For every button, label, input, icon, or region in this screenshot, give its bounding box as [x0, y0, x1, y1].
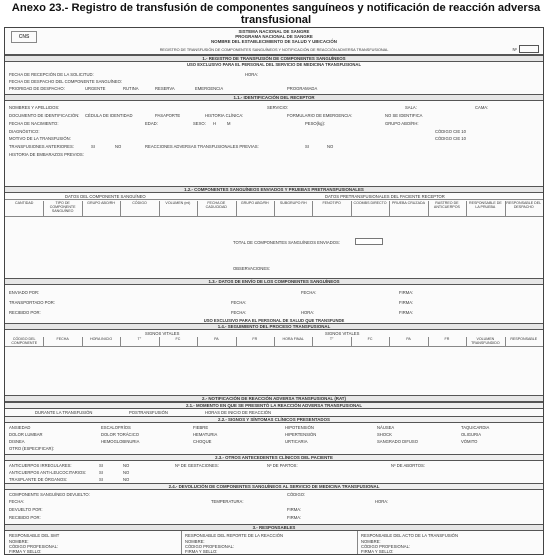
symptom-option[interactable]: DOLOR LUMBAR	[9, 432, 43, 437]
total-components-field[interactable]	[355, 238, 383, 245]
emergency-form-option[interactable]: FORMULARIO DE EMERGENCIA:	[287, 113, 353, 118]
form-header	[5, 28, 543, 55]
irregular-antibodies-yes[interactable]: SI	[99, 463, 103, 468]
table-1-4-col-11: FR	[444, 337, 450, 341]
priority-emergency[interactable]: EMERGENCIA	[195, 86, 224, 91]
table-1-2-col-divider	[351, 201, 352, 217]
symptom-option[interactable]: SANGRADO DIFUSO	[377, 439, 418, 444]
symptom-option[interactable]: DISNEA	[9, 439, 25, 444]
received-by-label: RECIBIDO POR:	[9, 310, 41, 315]
antileukocyte-antibodies-label: ANTICUERPOS ANTI-LEUCOCITARIOS:	[9, 470, 87, 475]
section-2-title: 2.- NOTIFICACIÓN DE REACCIÓN ADVERSA TRANSFUSIONAL (RAT)	[5, 395, 543, 402]
symptom-option[interactable]: HEMOGLOBINURIA	[101, 439, 140, 444]
clinical-history-option[interactable]: HISTORIA CLÍNICA:	[205, 113, 244, 118]
component-data-group-label: DATOS DEL COMPONENTE SANGUÍNEO	[65, 194, 146, 199]
section-1-3-title: 1.3.- DATOS DE ENVÍO DE LOS COMPONENTES SANGUÍNEOS	[5, 278, 543, 285]
table-1-2-col-divider	[505, 201, 506, 217]
request-time-label: HORA:	[245, 72, 259, 77]
vitals-end-group-label: SIGNOS VITALES	[325, 331, 360, 336]
table-1-4-col-8: T°	[329, 337, 334, 341]
report-responsible-label: RESPONSABLE DEL REPORTE DE LA REACCIÓN	[185, 533, 283, 538]
header-line2: PROGRAMA NACIONAL DE SANGRE	[235, 34, 313, 39]
bed-label: CAMA:	[475, 105, 489, 110]
section-2-1-title: 2.1.- MOMENTO EN QUE SE PRESENTÓ LA REACCIÓN ADVERSA TRANSFUSIONAL	[5, 402, 543, 409]
section-3-title: 3.- RESPONSABLES	[5, 524, 543, 531]
returned-date-label: FECHA:	[9, 499, 25, 504]
symptom-option[interactable]: SHOCK	[377, 432, 392, 437]
table-1-4-col-2: HORA INICIO	[89, 337, 113, 341]
table-1-4-header-bottom	[5, 346, 543, 347]
table-1-2-col-divider	[274, 201, 275, 217]
table-1-2-col-divider	[197, 201, 198, 217]
sex-label: SEXO:	[193, 121, 206, 126]
sent-date-label: FECHA:	[301, 290, 317, 295]
returned-temperature-label: TEMPERATURA:	[211, 499, 244, 504]
table-1-2-col-divider	[312, 201, 313, 217]
birth-date-label: FECHA DE NACIMIENTO:	[9, 121, 59, 126]
table-1-2-col-divider	[236, 201, 237, 217]
cie10-code-label-1: CÓDIGO CIE 10	[435, 129, 466, 134]
table-1-2-col-5: FECHA DE CADUCIDAD	[205, 201, 228, 209]
table-1-4-col-9: FC	[367, 337, 373, 341]
transfusion-name-label: NOMBRE:	[361, 539, 381, 544]
request-date-label: FECHA DE RECEPCIÓN DE LA SOLICITUD:	[9, 72, 94, 77]
table-1-2-col-divider	[159, 201, 160, 217]
returned-by-signature-label: FIRMA:	[287, 507, 302, 512]
sent-signature-label: FIRMA:	[399, 290, 414, 295]
during-transfusion-option[interactable]: DURANTE LA TRANSFUSIÓN	[35, 410, 93, 415]
previous-transfusions-yes[interactable]: SI	[91, 144, 95, 149]
symptom-option[interactable]: CHOQUE	[193, 439, 212, 444]
return-received-signature-label: FIRMA:	[287, 515, 302, 520]
priority-urgent[interactable]: URGENTE	[85, 86, 106, 91]
dispatch-date-label: FECHA DE DESPACHO DEL COMPONENTE SANGUÍNEO:	[9, 79, 123, 84]
smt-professional-code-label: CÓDIGO PROFESIONAL:	[9, 544, 59, 549]
antileukocyte-antibodies-yes[interactable]: SI	[99, 470, 103, 475]
table-1-2-col-2: GRUPO ABO/RH	[87, 201, 115, 205]
returned-code-label: CÓDIGO:	[287, 492, 306, 497]
table-1-2-col-1: TIPO DE COMPONENTE SANGUÍNEO	[49, 201, 76, 213]
section-1-1-title: 1.1.- IDENTIFICACIÓN DEL RECEPTOR	[5, 94, 543, 101]
symptom-option[interactable]: OLIGURIA	[461, 432, 482, 437]
table-1-4-col-4: FC	[175, 337, 181, 341]
transported-date-label: FECHA:	[231, 300, 247, 305]
table-1-2-col-4: VOLUMEN (ml)	[165, 201, 191, 205]
irregular-antibodies-no[interactable]: NO	[123, 463, 130, 468]
returned-time-label: HORA:	[375, 499, 389, 504]
table-1-2-col-9: COOMBS DIRECTO	[353, 201, 387, 205]
table-1-4-col-5: PA	[214, 337, 219, 341]
header-line4: REGISTRO DE TRANSFUSIÓN DE COMPONENTES SANGUÍNEOS Y NOTIFICACIÓN DE REACCIÓN ADVERSA TRANSFUSIONAL	[159, 48, 389, 52]
section-1-subtitle: USO EXCLUSIVO PARA EL PERSONAL DEL SERVICIO DE MEDICINA TRANSFUSIONAL	[186, 62, 362, 67]
table-1-2-col-3: CÓDIGO	[132, 201, 147, 205]
vitals-start-group-label: SIGNOS VITALES	[145, 331, 180, 336]
table-1-4-col-1: FECHA	[56, 337, 69, 341]
passport-option[interactable]: PASAPORTE	[155, 113, 181, 118]
symptom-option[interactable]: ANSIEDAD	[9, 425, 31, 430]
previous-transfusions-no[interactable]: NO	[115, 144, 122, 149]
header-line1: SISTEMA NACIONAL DE SANGRE	[238, 29, 310, 34]
symptom-option[interactable]: VÓMITO	[461, 439, 478, 444]
table-1-2-col-divider	[428, 201, 429, 217]
header-line3: NOMBRE DEL ESTABLECIMIENTO DE SALUD Y UBICACIÓN	[211, 39, 337, 44]
section-1-4-title: 1.4.- SEGUIMIENTO DEL PROCESO TRANSFUSIONAL	[5, 323, 543, 330]
previous-pregnancies-label: HISTORIA DE EMBARAZOS PREVIOS:	[9, 152, 84, 157]
id-card-option[interactable]: CÉDULA DE IDENTIDAD	[85, 113, 133, 118]
observations-label: OBSERVACIONES:	[233, 266, 271, 271]
antileukocyte-antibodies-no[interactable]: NO	[123, 470, 130, 475]
symptom-option[interactable]: OTRO (ESPECIFICAR):	[9, 446, 55, 451]
section-2-3-title: 2.3.- OTROS ANTECEDENTES CLÍNICOS DEL PACIENTE	[5, 454, 543, 461]
priority-scheduled[interactable]: PROGRAMADA	[287, 86, 318, 91]
transfusion-form	[4, 27, 544, 555]
cie10-code-label-2: CÓDIGO CIE 10	[435, 136, 466, 141]
table-1-4-col-3: T°	[137, 337, 142, 341]
table-1-2-col-7: SUBGRUPO RH	[279, 201, 307, 205]
table-1-4-col-13: RESPONSABLE	[510, 337, 538, 341]
table-1-4-col-6: FR	[252, 337, 258, 341]
received-time-label: HORA:	[301, 310, 315, 315]
return-received-by-label: RECIBIDO POR:	[9, 515, 41, 520]
sex-female-option[interactable]: M	[227, 121, 231, 126]
transported-signature-label: FIRMA:	[399, 300, 414, 305]
table-1-2-col-13: RESPONSABLE DEL DESPACHO	[506, 201, 542, 209]
sex-male-option[interactable]: H	[213, 121, 217, 126]
received-date-label: FECHA:	[231, 310, 247, 315]
table-1-2-col-divider	[120, 201, 121, 217]
table-1-2-col-11: RASTREO DE ANTICUERPOS	[433, 201, 460, 209]
table-1-4-col-12: VOLUMEN TRANSFUNDIDO	[471, 337, 500, 345]
smt-name-label: NOMBRE:	[9, 539, 29, 544]
table-1-2-col-6: GRUPO ABO/RH	[240, 201, 269, 205]
post-transfusion-option[interactable]: POSTRANSFUSIÓN	[129, 410, 168, 415]
symptom-option[interactable]: HIPERTENSIÓN	[285, 432, 317, 437]
organ-transplant-yes[interactable]: SI	[99, 477, 103, 482]
symptom-option[interactable]: TAQUICARDIA	[461, 425, 490, 430]
previous-reactions-label: REACCIONES ADVERSAS TRANSFUSIONALES PREVIAS:	[145, 144, 259, 149]
patient-name-label: NOMBRES Y APELLIDOS:	[9, 105, 60, 110]
room-label: SALA:	[405, 105, 417, 110]
document-title-line1: Anexo 23.- Registro de transfusión de componentes sanguíneos y notificación de reacción adversa	[11, 2, 541, 14]
smt-signature-label: FIRMA Y SELLO:	[9, 549, 42, 554]
symptom-option[interactable]: FIEBRE	[193, 425, 209, 430]
total-components-label: TOTAL DE COMPONENTES SANGUÍNEOS ENVIADOS:	[233, 240, 340, 245]
table-1-2-header-bottom	[5, 216, 543, 217]
symptom-option[interactable]: URTICARIA	[285, 439, 308, 444]
record-number-field[interactable]	[519, 45, 539, 53]
table-1-2-col-divider	[43, 201, 44, 217]
reaction-start-hours-label: HORAS DE INICIO DE REACCIÓN	[205, 410, 272, 415]
symptom-option[interactable]: ESCALOFRÍOS	[101, 425, 131, 430]
table-1-2-col-0: CANTIDAD	[15, 201, 34, 205]
transfusion-reason-label: MOTIVO DE LA TRANSFUSIÓN:	[9, 136, 71, 141]
table-1-4-col-10: PA	[406, 337, 411, 341]
table-1-2-col-12: RESPONSABLE DE LA PRUEBA	[468, 201, 502, 209]
symptom-option[interactable]: NÁUSEA	[377, 425, 395, 430]
section-1-title: 1.- REGISTRO DE TRANSFUSIÓN DE COMPONENTES SANGUÍNEOS	[5, 55, 543, 62]
transfusion-professional-code-label: CÓDIGO PROFESIONAL:	[361, 544, 411, 549]
priority-reserve[interactable]: RESERVA	[155, 86, 175, 91]
sent-by-label: ENVIADO POR:	[9, 290, 40, 295]
id-document-label: DOCUMENTO DE IDENTIFICACIÓN:	[9, 113, 80, 118]
section-1-4-subtitle: USO EXCLUSIVO PARA EL PERSONAL DE SALUD QUE TRANSFUNDE	[203, 318, 345, 323]
blood-group-label: GRUPO ABO/RH:	[385, 121, 419, 126]
table-1-2-header-top	[5, 199, 543, 200]
table-1-2-col-10: PRUEBA CRUZADA	[392, 201, 425, 205]
weight-label: PESO(kg):	[305, 121, 326, 126]
abortions-label: Nº DE ABORTOS:	[391, 463, 425, 468]
table-1-2-col-divider	[466, 201, 467, 217]
responsibles-divider-2	[357, 531, 358, 555]
irregular-antibodies-label: ANTICUERPOS IRREGULARES:	[9, 463, 72, 468]
service-label: SERVICIO:	[267, 105, 289, 110]
priority-label: PRIORIDAD DE DESPACHO:	[9, 86, 65, 91]
returned-by-label: DEVUELTO POR:	[9, 507, 43, 512]
transfusion-signature-label: FIRMA Y SELLO:	[361, 549, 394, 554]
not-identified-option[interactable]: NO SE IDENTIFICA	[385, 113, 423, 118]
births-label: Nº DE PARTOS:	[267, 463, 298, 468]
gestations-label: Nº DE GESTACIONES:	[175, 463, 219, 468]
smt-responsible-label: RESPONSABLE DEL SMT	[9, 533, 60, 538]
symptom-option[interactable]: HEMATURIA	[193, 432, 218, 437]
record-number-label: Nº	[512, 47, 517, 52]
diagnosis-label: DIAGNÓSTICO:	[9, 129, 40, 134]
table-1-2-col-divider	[82, 201, 83, 217]
transfusion-responsible-label: RESPONSABLE DEL ACTO DE LA TRANSFUSIÓN	[361, 533, 458, 538]
table-1-4-col-7: HORA FINAL	[282, 337, 304, 341]
document-title	[6, 2, 546, 26]
transported-by-label: TRANSPORTADO POR:	[9, 300, 55, 305]
institution-logo: CNS	[11, 31, 37, 43]
document-title-line2: transfusional	[240, 14, 312, 26]
report-professional-code-label: CÓDIGO PROFESIONAL:	[185, 544, 235, 549]
symptom-option[interactable]: HIPOTENSIÓN	[285, 425, 314, 430]
symptom-option[interactable]: DOLOR TORÁCICO	[101, 432, 140, 437]
report-signature-label: FIRMA Y SELLO:	[185, 549, 218, 554]
table-1-2-col-8: FENOTIPO	[322, 201, 341, 205]
section-2-4-title: 2.4.- DEVOLUCIÓN DE COMPONENTES SANGUÍNEOS AL SERVICIO DE MEDICINA TRANSFUSIONAL	[5, 483, 543, 490]
table-1-4-col-0: CÓDIGO DEL COMPONENTE	[11, 337, 38, 345]
responsibles-divider-1	[181, 531, 182, 555]
table-1-2-col-divider	[389, 201, 390, 217]
previous-transfusions-label: TRANSFUSIONES ANTERIORES:	[9, 144, 74, 149]
returned-component-label: COMPONENTE SANGUÍNEO DEVUELTO:	[9, 492, 90, 497]
received-signature-label: FIRMA:	[399, 310, 414, 315]
previous-reactions-yes[interactable]: SI	[305, 144, 309, 149]
report-name-label: NOMBRE:	[185, 539, 205, 544]
priority-routine[interactable]: RUTINA	[123, 86, 139, 91]
organ-transplant-no[interactable]: NO	[123, 477, 130, 482]
section-2-2-title: 2.2.- SIGNOS Y SÍNTOMAS CLÍNICOS PRESENTADOS	[5, 416, 543, 423]
age-label: EDAD:	[145, 121, 158, 126]
previous-reactions-no[interactable]: NO	[327, 144, 334, 149]
pretransfusion-tests-group-label: DATOS PRETRANSFUSIONALES DEL PACIENTE RECEPTOR	[325, 194, 445, 199]
section-1-2-title: 1.2.- COMPONENTES SANGUÍNEOS ENVIADOS Y PRUEBAS PRETRANSFUSIONALES	[5, 186, 543, 193]
organ-transplant-label: TRASPLANTE DE ÓRGANOS:	[9, 477, 68, 482]
